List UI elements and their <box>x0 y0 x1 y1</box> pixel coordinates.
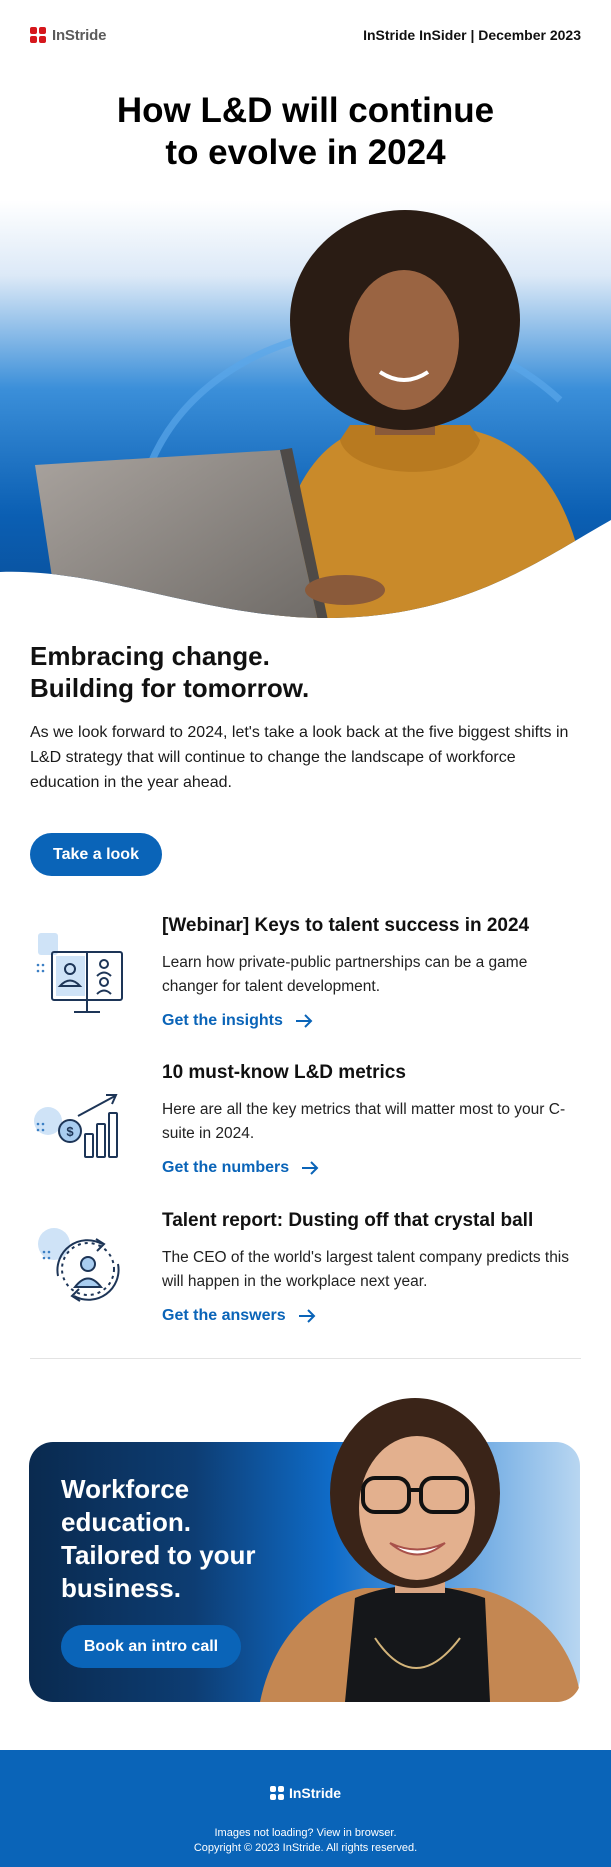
promo-title-line-1: Workforce <box>61 1474 190 1504</box>
view-in-browser-link[interactable]: Images not loading? View in browser. <box>214 1827 397 1839</box>
link-label: Get the answers <box>162 1307 286 1324</box>
arrow-right-icon <box>295 1013 313 1029</box>
feature-title: Talent report: Dusting off that crystal ball <box>162 1210 534 1231</box>
feature-metrics <box>30 1062 581 1192</box>
get-the-insights-link[interactable] <box>162 1012 313 1030</box>
hero-title <box>40 90 571 174</box>
footer-logo[interactable] <box>0 1785 611 1801</box>
arrow-right-icon <box>298 1308 316 1324</box>
intro-paragraph: As we look forward to 2024, let's take a look back at the five biggest shifts in L&D strategy that will continue to change the landscape of workforce education in the year ahead. <box>30 724 569 791</box>
feature-title: 10 must-know L&D metrics <box>162 1062 406 1083</box>
feature-description: The CEO of the world's largest talent company predicts this will happen in the workplace next year. <box>162 1249 570 1290</box>
promo-photo <box>255 1398 581 1702</box>
link-label: Get the numbers <box>162 1159 290 1176</box>
instride-logo[interactable] <box>30 27 106 44</box>
person-cycle-icon <box>30 1224 130 1314</box>
feature-webinar <box>30 915 581 1045</box>
promo-title-line-3: Tailored to your <box>61 1540 256 1570</box>
logo-text: InStride <box>52 26 107 44</box>
hero-illustration <box>0 200 611 620</box>
get-the-numbers-link[interactable] <box>162 1159 319 1177</box>
section-heading <box>30 640 590 704</box>
footer <box>0 1750 611 1867</box>
link-label: Get the insights <box>162 1012 283 1029</box>
take-a-look-button[interactable]: Take a look <box>30 833 162 876</box>
feature-title: [Webinar] Keys to talent success in 2024 <box>162 915 530 936</box>
monitor-people-icon <box>30 929 130 1019</box>
promo-illustration <box>255 1398 581 1702</box>
section-heading-line-2: Building for tomorrow. <box>30 673 310 703</box>
book-intro-call-button[interactable]: Book an intro call <box>61 1625 241 1668</box>
hero-image <box>0 200 611 620</box>
newsletter-issue: InStride InSider | December 2023 <box>363 27 581 43</box>
section-divider <box>30 1358 581 1359</box>
hero-title-line-1: How L&D will continue <box>116 91 495 130</box>
section-heading-line-1: Embracing change. <box>30 641 270 671</box>
hero-title-line-2: to evolve in 2024 <box>165 133 446 172</box>
feature-description: Here are all the key metrics that will matter most to your C-suite in 2024. <box>162 1101 566 1142</box>
dollar-growth-chart-icon <box>30 1076 130 1166</box>
email-header <box>30 24 581 46</box>
logo-mark-icon <box>30 27 46 43</box>
feature-talent-report <box>30 1210 581 1340</box>
arrow-right-icon <box>301 1160 319 1176</box>
promo-title <box>61 1473 291 1605</box>
footer-logo-text: InStride <box>288 1785 342 1801</box>
promo-title-line-4: business. <box>61 1573 181 1603</box>
get-the-answers-link[interactable] <box>162 1307 316 1325</box>
copyright-text: Copyright © 2023 InStride. All rights reserved. <box>193 1842 418 1854</box>
promo-title-line-2: education. <box>61 1507 192 1537</box>
logo-mark-icon <box>270 1786 284 1800</box>
feature-description: Learn how private-public partnerships can be a game changer for talent development. <box>162 954 528 995</box>
svg-text:$: $ <box>66 1124 74 1139</box>
